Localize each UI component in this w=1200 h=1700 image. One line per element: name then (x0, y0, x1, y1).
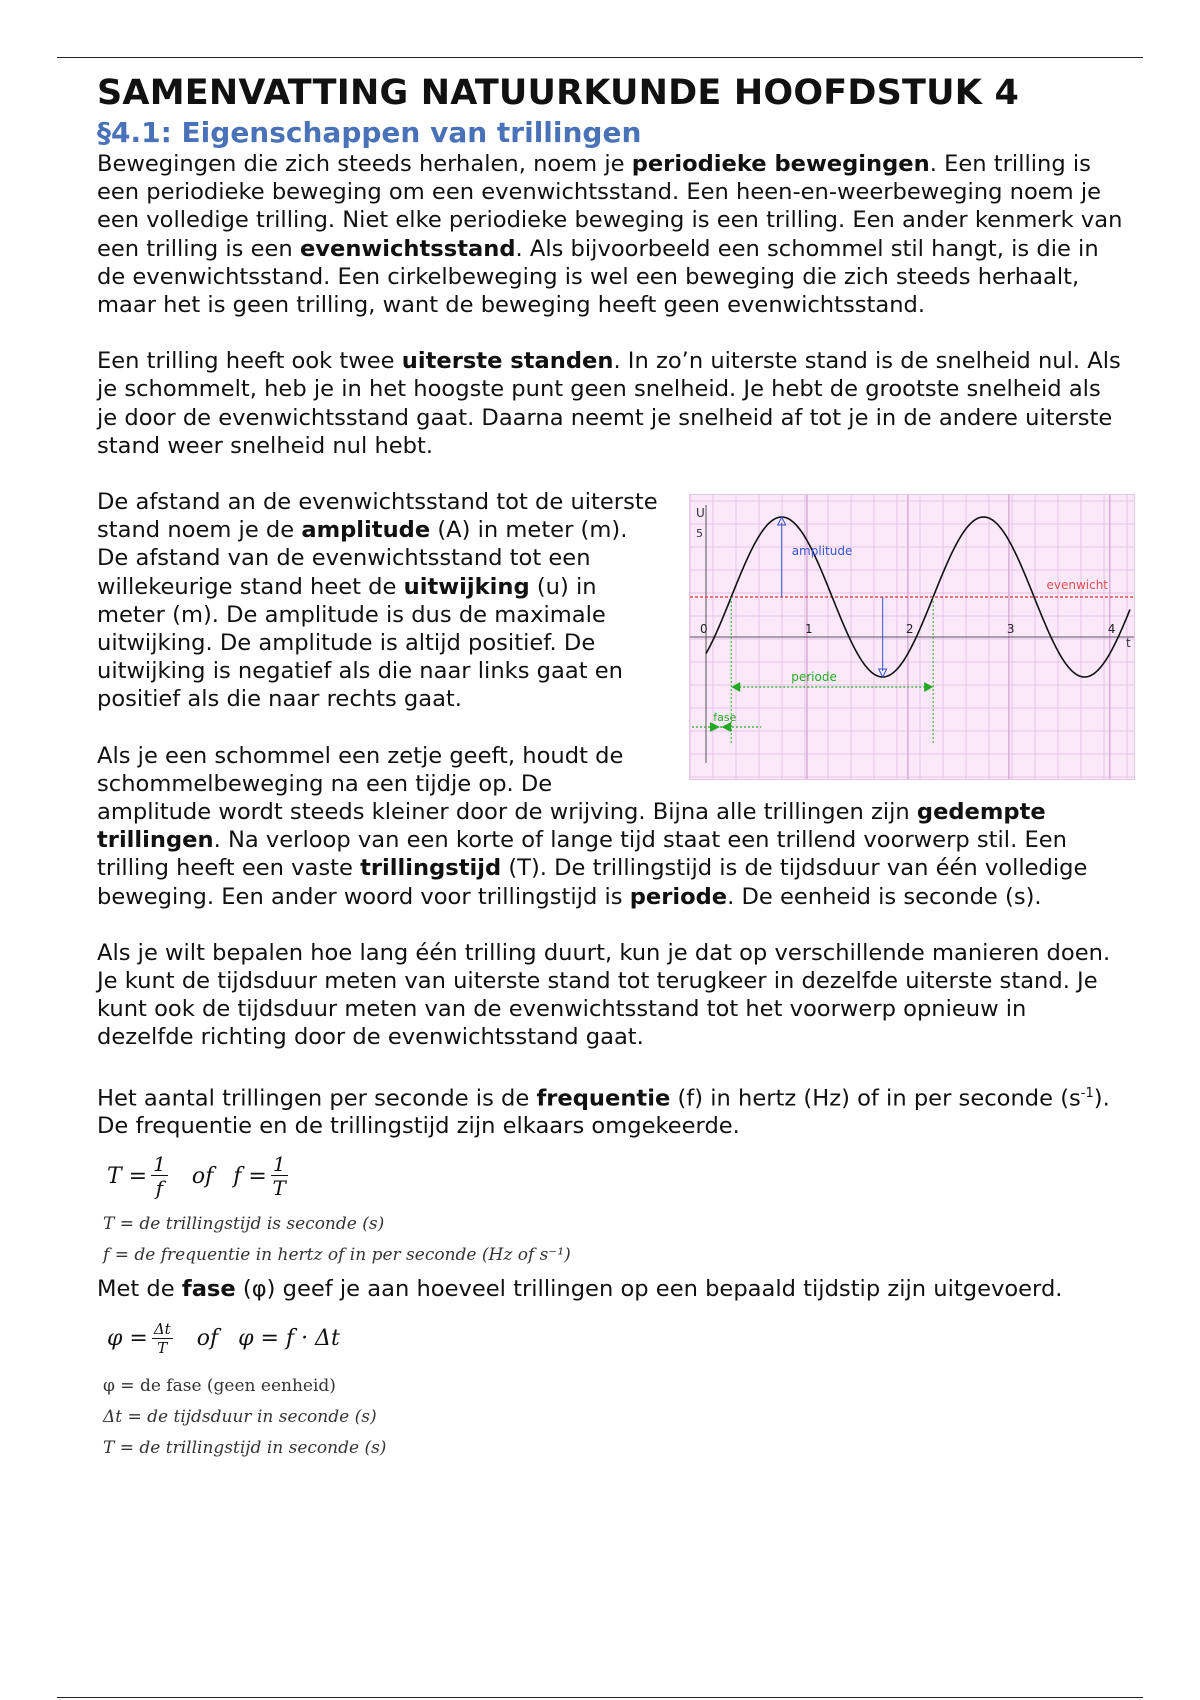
paragraph-periodic: Bewegingen die zich steeds herhalen, noem je periodieke bewegingen. Een trilling is een periodieke beweging om een evenwichtsstand. Een heen-en-weerbeweging noem je een volledige trilling. Niet elke periodieke beweging is een trilling. Een ander kenmerk van een trilling is een evenwichtsstand. Als bijvoorbeeld een schommel stil hangt, is die in de evenwichtsstand. Een cirkelbeweging is wel een beweging die zich steeds herhaalt, maar het is geen trilling, want de beweging heeft geen evenwichtsstand. (97, 151, 1123, 319)
annotation-amplitude: amplitude (791, 544, 853, 559)
paragraph-phase: Met de fase (φ) geef je aan hoeveel trillingen op een bepaald tijdstip zijn uitgevoerd. (97, 1275, 1063, 1302)
paragraph-measuring: Als je wilt bepalen hoe lang één trilling duurt, kun je dat op verschillende manieren doen. Je kunt de tijdsduur meten van uiterste stand tot terugkeer in dezelfde uiterste stand. Je kunt ook de tijdsduur meten van de evenwichtsstand tot het voorwerp opnieuw in dezelfde richting door de evenwichtsstand gaat. (97, 939, 1111, 1051)
x-tick-label: 2 (905, 622, 914, 637)
oscillation-graph (689, 494, 1135, 780)
legend-delta-t: Δt = de tijdsduur in seconde (s) (103, 1406, 377, 1427)
formula-period-frequency: T = $\frac{1}{f}$ of f = $\frac{1}{T}$ (107, 1152, 286, 1201)
x-axis-label: t (1126, 636, 1131, 651)
annotation-evenwicht: evenwicht (1046, 578, 1108, 593)
document-body (97, 70, 1131, 1464)
y-tick-label: 5 (696, 527, 703, 541)
bottom-rule (57, 1697, 1143, 1698)
x-tick-label: 1 (804, 622, 813, 637)
x-tick-label: 3 (1006, 622, 1015, 637)
period-arrow-head-right (924, 682, 933, 692)
annotation-periode: periode (791, 670, 837, 685)
x-tick-label: 0 (700, 622, 708, 637)
section-heading: §4.1: Eigenschappen van trillingen (97, 116, 642, 149)
legend-trillingstijd: T = de trillingstijd in seconde (s) (103, 1437, 387, 1458)
legend-frequency: f = de frequentie in hertz of in per seconde (Hz of s⁻¹) (103, 1244, 571, 1265)
legend-phase: φ = de fase (geen eenheid) (103, 1375, 336, 1396)
legend-period: T = de trillingstijd is seconde (s) (103, 1213, 385, 1234)
y-axis-label: U (696, 506, 705, 521)
page-title: SAMENVATTING NATUURKUNDE HOOFDSTUK 4 (97, 73, 1020, 113)
formula-phase: φ = $\frac{\Delta t}{T}$ of φ = f · Δt (107, 1320, 340, 1358)
annotation-fase: fase (713, 711, 737, 725)
x-tick-label: 4 (1107, 622, 1116, 637)
paragraph-damped: Als je een schommel een zetje geeft, houdt de schommelbeweging na een tijdje op. De amplitude wordt steeds kleiner door de wrijving. Bijna alle trillingen zijn gedempte trillingen. Na verloop van een korte of lange tijd staat een trillend voorwerp stil. Een trilling heeft een vaste trillingstijd (T). De trillingstijd is de tijdsduur van één volledige beweging. Een ander woord voor trillingstijd is periode. De eenheid is seconde (s). (97, 742, 1088, 910)
top-rule (57, 57, 1143, 58)
paragraph-frequency: Het aantal trillingen per seconde is de frequentie (f) in hertz (Hz) of in per seconde $(s^{-1})$. De frequentie en de trillingstijd zijn elkaars omgekeerde. (97, 1085, 1110, 1140)
oscillation-chart-svg (690, 495, 1134, 779)
paragraph-extreme-positions: Een trilling heeft ook twee uiterste standen. In zo’n uiterste stand is de snelheid nul. Als je schommelt, heb je in het hoogste punt geen snelheid. Je hebt de grootste snelheid als je door de evenwichtsstand gaat. Daarna neemt je snelheid af tot je in de andere uiterste stand weer snelheid nul hebt. (97, 348, 1121, 459)
paragraph-amplitude: De afstand an de evenwichtsstand tot de uiterste stand noem je de amplitude (A) in meter (m). De afstand van de evenwichtsstand tot een willekeurige stand heet de uitwijking (u) in meter (m). De amplitude is dus de maximale uitwijking. De amplitude is altijd positief. De uitwijking is negatief als die naar links gaat en positief als die naar rechts gaat. (97, 489, 658, 713)
wrap-block (97, 488, 1131, 911)
